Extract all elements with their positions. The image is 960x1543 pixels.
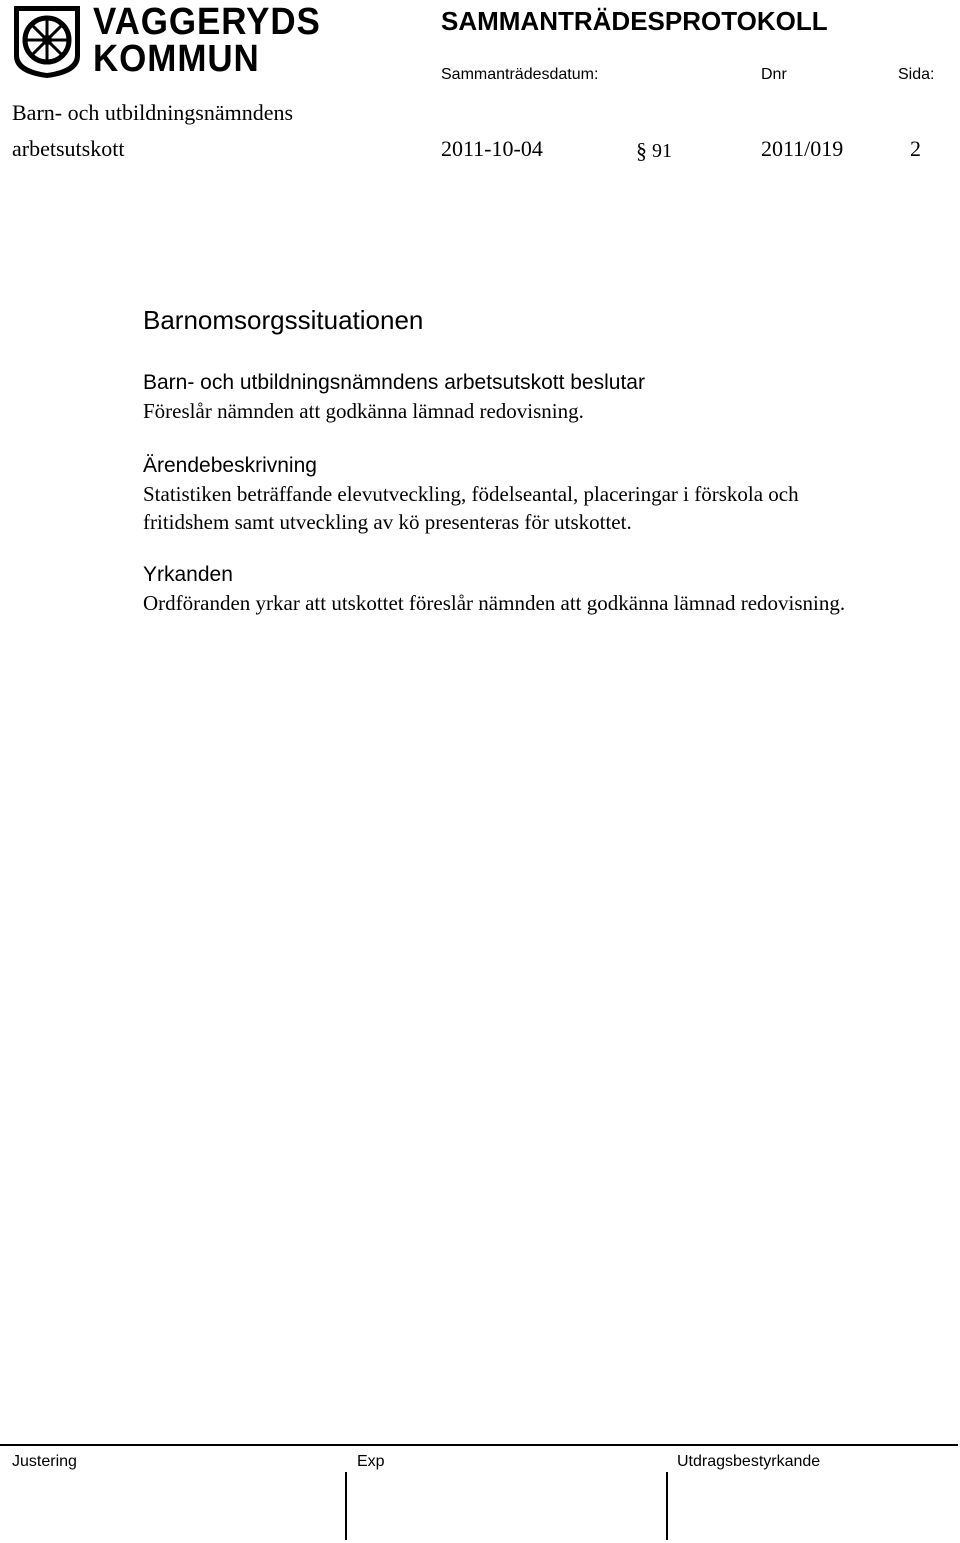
motions-text: Ordföranden yrkar att utskottet föreslår nämnden att godkänna lämnad redovisning.: [143, 591, 846, 615]
paragraph-symbol: §: [636, 138, 647, 163]
exp-label: Exp: [357, 1453, 385, 1470]
decision-heading: Barn- och utbildningsnämndens arbetsutskott beslutar: [143, 371, 645, 394]
description-heading: Ärendebeskrivning: [143, 454, 317, 477]
dnr-label: Dnr: [761, 66, 787, 83]
wheel-emblem-icon: [12, 4, 82, 80]
meeting-date-label: Sammanträdesdatum:: [441, 66, 599, 83]
organization-unit: arbetsutskott: [12, 136, 125, 161]
municipality-logo: [12, 4, 82, 80]
document-type-title: SAMMANTRÄDESPROTOKOLL: [441, 6, 828, 36]
footer-separator-1: [345, 1472, 347, 1540]
page-label: Sida:: [898, 66, 935, 83]
paragraph-number: 91: [652, 140, 672, 162]
description-text: Statistiken beträffande elevutveckling, födelseantal, placeringar i förskola och fritidshem samt utveckling av kö presenteras för utskottet.: [143, 482, 799, 534]
motions-heading: Yrkanden: [143, 563, 233, 586]
page-number: 2: [910, 136, 921, 161]
dnr-value: 2011/019: [761, 136, 844, 161]
footer-divider: [0, 1444, 958, 1446]
decision-text: Föreslår nämnden att godkänna lämnad redovisning.: [143, 399, 584, 423]
logo-wordmark-line2: KOMMUN: [93, 38, 260, 80]
footer-separator-2: [666, 1472, 668, 1540]
meeting-date: 2011-10-04: [441, 136, 543, 161]
organization-name: Barn- och utbildningsnämndens: [12, 100, 294, 125]
extract-label: Utdragsbestyrkande: [677, 1453, 821, 1470]
logo-wordmark-line1: VAGGERYDS: [93, 1, 321, 43]
justering-label: Justering: [12, 1453, 77, 1470]
section-title: Barnomsorgssituationen: [143, 305, 424, 335]
